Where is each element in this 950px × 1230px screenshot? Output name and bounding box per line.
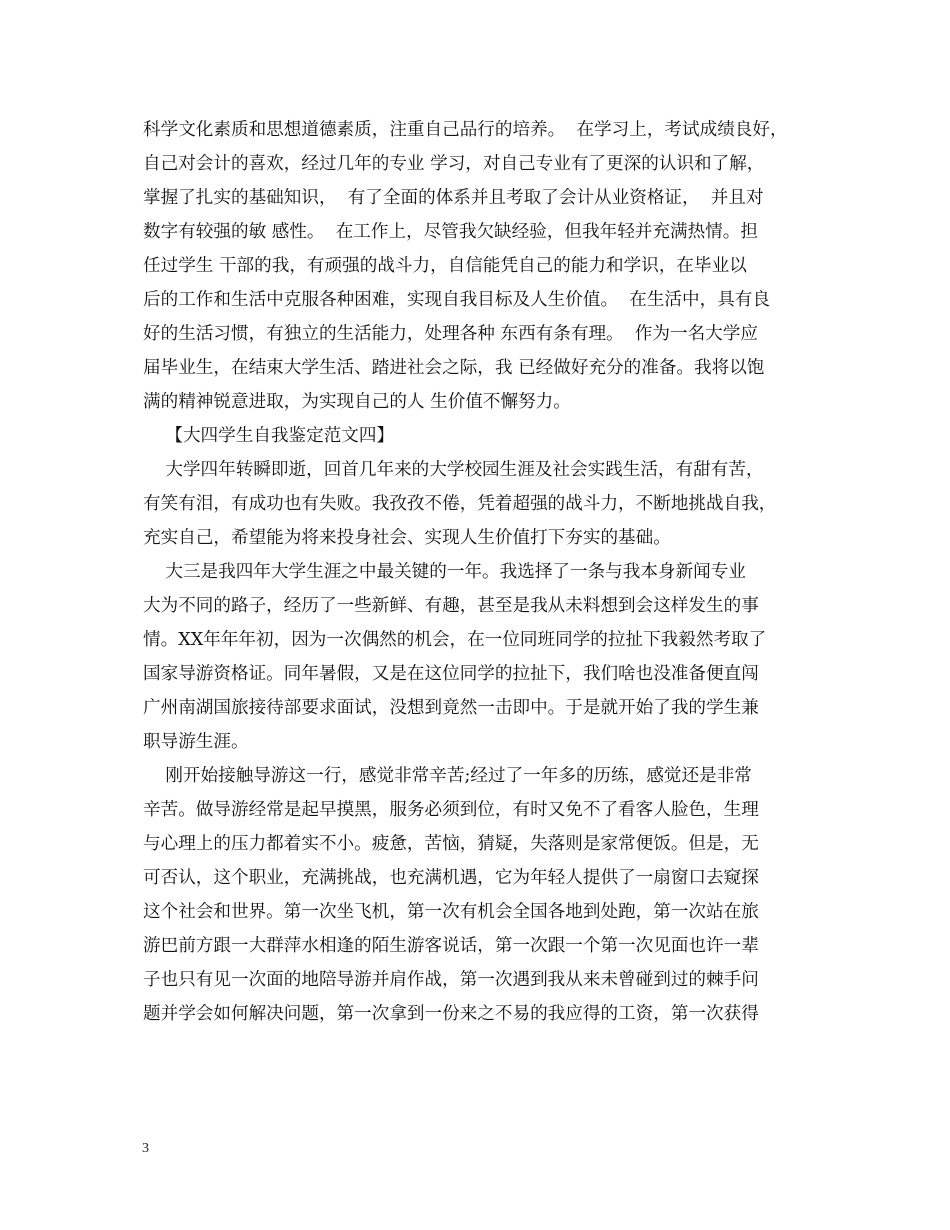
text-line: 国家导游资格证。同年暑假，又是在这位同学的拉扯下，我们啥也没准备便直闯 bbox=[143, 664, 759, 684]
text-line: 大学四年转瞬即逝，回首几年来的大学校园生涯及社会实践生活，有甜有苦， bbox=[143, 460, 764, 480]
text-line: 情。XX年年年初，因为一次偶然的机会，在一位同班同学的拉扯下我毅然考取了 bbox=[143, 630, 767, 650]
text-line: 后的工作和生活中克服各种困难，实现自我目标及人生价值。 在生活中，具有良 bbox=[143, 290, 770, 310]
text-line: 辛苦。做导游经常是起早摸黑，服务必须到位，有时又免不了看客人脸色，生理 bbox=[143, 800, 759, 820]
text-line: 可否认，这个职业，充满挑战，也充满机遇，它为年轻人提供了一扇窗口去窥探 bbox=[143, 868, 759, 888]
text-line: 好的生活习惯，有独立的生活能力，处理各种 东西有条有理。 作为一名大学应 bbox=[143, 324, 758, 344]
section-heading: 【大四学生自我鉴定范文四】 bbox=[143, 426, 395, 446]
text-line: 满的精神锐意进取，为实现自己的人 生价值不懈努力。 bbox=[143, 392, 571, 412]
text-line: 自己对会计的喜欢，经过几年的专业 学习，对自己专业有了更深的认识和了解， bbox=[143, 154, 765, 174]
text-line: 广州南湖国旅接待部要求面试，没想到竟然一击即中。于是就开始了我的学生兼 bbox=[143, 698, 759, 718]
text-line: 大为不同的路子，经历了一些新鲜、有趣，甚至是我从未料想到会这样发生的事 bbox=[143, 596, 759, 616]
text-line: 充实自己，希望能为将来投身社会、实现人生价值打下夯实的基础。 bbox=[143, 528, 671, 548]
text-line: 科学文化素质和思想道德素质，注重自己品行的培养。 在学习上，考试成绩良好， bbox=[143, 120, 788, 140]
text-line: 数字有较强的敏 感性。 在工作上，尽管我欠缺经验，但我年轻并充满热情。担 bbox=[143, 222, 758, 242]
page-number: 3 bbox=[142, 1141, 149, 1156]
text-line: 掌握了扎实的基础知识， 有了全面的体系并且考取了会计从业资格证， 并且对 bbox=[143, 188, 764, 208]
text-line: 题并学会如何解决问题，第一次拿到一份来之不易的我应得的工资，第一次获得 bbox=[143, 1004, 759, 1024]
text-line: 任过学生 干部的我，有顽强的战斗力，自信能凭自己的能力和学识，在毕业以 bbox=[143, 256, 747, 276]
text-line: 有笑有泪，有成功也有失败。我孜孜不倦，凭着超强的战斗力，不断地挑战自我， bbox=[143, 494, 777, 514]
text-line: 子也只有见一次面的地陪导游并肩作战，第一次遇到我从来未曾碰到过的棘手问 bbox=[143, 970, 759, 990]
text-line: 届毕业生，在结束大学生活、踏进社会之际，我 已经做好充分的准备。我将以饱 bbox=[143, 358, 765, 378]
text-line: 与心理上的压力都着实不小。疲惫，苦恼，猜疑，失落则是家常便饭。但是，无 bbox=[143, 834, 759, 854]
text-line: 大三是我四年大学生涯之中最关键的一年。我选择了一条与我本身新闻专业 bbox=[143, 562, 746, 582]
text-line: 刚开始接触导游这一行，感觉非常辛苦;经过了一年多的历练，感觉还是非常 bbox=[143, 766, 752, 786]
text-line: 这个社会和世界。第一次坐飞机，第一次有机会全国各地到处跑，第一次站在旅 bbox=[143, 902, 759, 922]
text-line: 游巴前方跟一大群萍水相逢的陌生游客说话，第一次跟一个第一次见面也许一辈 bbox=[143, 936, 759, 956]
text-line: 职导游生涯。 bbox=[143, 732, 249, 752]
